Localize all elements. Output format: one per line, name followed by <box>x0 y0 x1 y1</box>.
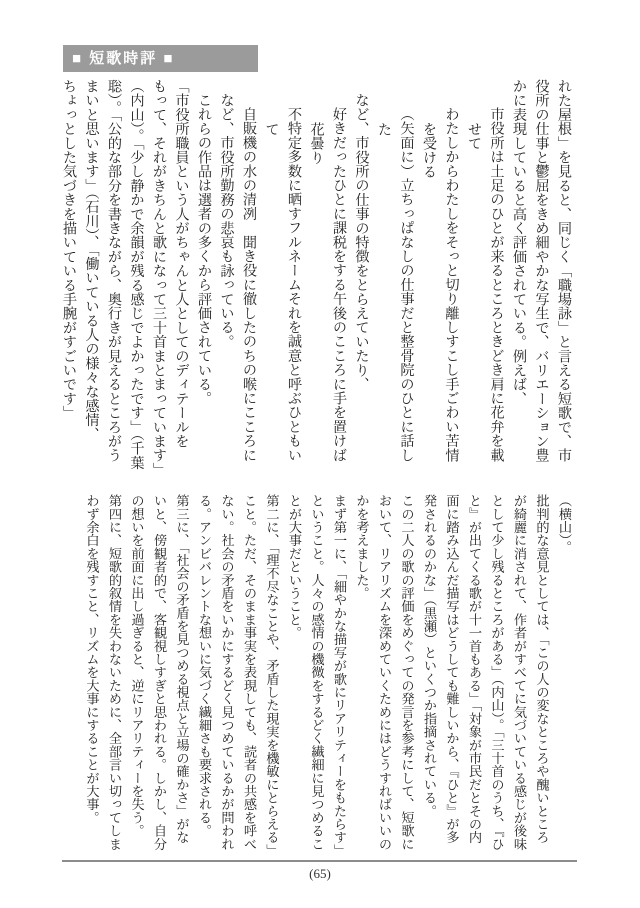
tanka-quote: 不特定多数に晒すフルネームそれを誠意と呼ぶひともいて <box>263 107 302 463</box>
tanka-quote: 好きだったひとに課税をする午後のこころに手を置けば花曇り <box>308 107 347 463</box>
tanka-quote: 市役所は土足のひとが来るところときどき肩に花弁を載せて <box>466 107 505 463</box>
body-paragraph: 第二に、「理不尽なことや、矛盾した現実を機敏にとらえる」こと。ただ、そのまま事実を表現しても、読者の共感を呼べない。社会の矛盾をいかにするどく見つめているかが問われる。アンビバレントな想いに気づく繊細さも要求される。 <box>197 494 280 851</box>
tanka-quote: 自販機の水の清冽 聞き役に徹したのちの喉にこころに <box>241 107 257 463</box>
article-top-tier <box>58 79 576 471</box>
footer-rule <box>62 860 577 862</box>
body-paragraph: など、市役所の仕事の特徴をとらえていたり、 <box>353 93 370 392</box>
page-number: (65) <box>309 866 331 881</box>
body-paragraph: この二人の歌の評価をめぐっての発言を参考にして、短歌において、リアリズムを深めていくためにはどうすればいいのかを考えました。 <box>354 494 415 851</box>
section-header <box>63 45 258 72</box>
body-paragraph: 批判的な意見としては、「この人の変なところや醜いところが綺麗に消されて、作者がすべてに気づいている感じが後味として少し残るところがある」（内山）。「三十首のうち、『ひと』が出てくる歌が十一首もある」「対象が市民だとその内面に踏み込んだ描写はどうしても難しいから、『ひと』が多発されるのかな」（黒瀬）といくつか指摘されている。 <box>422 494 550 851</box>
tanka-quote: わたしからわたしをそっと切り離しすこし手ごわい苦情を受ける <box>421 107 460 463</box>
section-header-label: ■ 短歌時評 ■ <box>72 50 175 67</box>
article-bottom-tier <box>80 494 575 852</box>
body-paragraph: れた屋根」を見ると、同じく「職場詠」と言える短歌で、市役所の仕事と鬱屈をきめ細やかな写生で、バリエーション豊かに表現していると高く評価されている。例えば、 <box>511 79 572 463</box>
body-paragraph: 「市役所職員という人がちゃんと人としてのディテールをもって、それがきちんと歌になって三十首まとまっています」（内山）。「少し静かで余韻が残る感じでよかったです」（千葉聡）。「公的な部分を書きながら、奥行きが見えるところがうまいと思います」（石川）、「働いている人の様々な感情、ちょっとした気づきを描いている手腕がすごいです」 <box>61 79 190 470</box>
tanka-quote: （矢面に）立ちっぱなしの仕事だと整骨院のひとに話した <box>376 107 415 463</box>
body-paragraph: 第三に、「社会の矛盾を見つめる視点と立場の確かさ」がないと、傍観者的で、客観視しすぎと思われる。しかし、自分の想いを前面に出し過ぎると、逆にリアリティーを失う。 <box>129 494 190 851</box>
body-paragraph: など、市役所勤務の悲哀も詠っている。 <box>218 93 235 349</box>
body-paragraph: これらの作品は選者の多くから評価されている。 <box>196 93 212 406</box>
body-paragraph: まず第一に、「細やかな描写が歌にリアリティーをもたらす」ということ。人々の感情の機微をするどく繊細に見つめることが大事だということ。 <box>287 494 347 851</box>
body-paragraph: （横山）。 <box>557 494 572 554</box>
body-paragraph: 第四に、短歌的叙情を失わないために、全部言い切ってしまわず余白を残すこと、リズムを大事にすることが大事。 <box>84 494 122 851</box>
